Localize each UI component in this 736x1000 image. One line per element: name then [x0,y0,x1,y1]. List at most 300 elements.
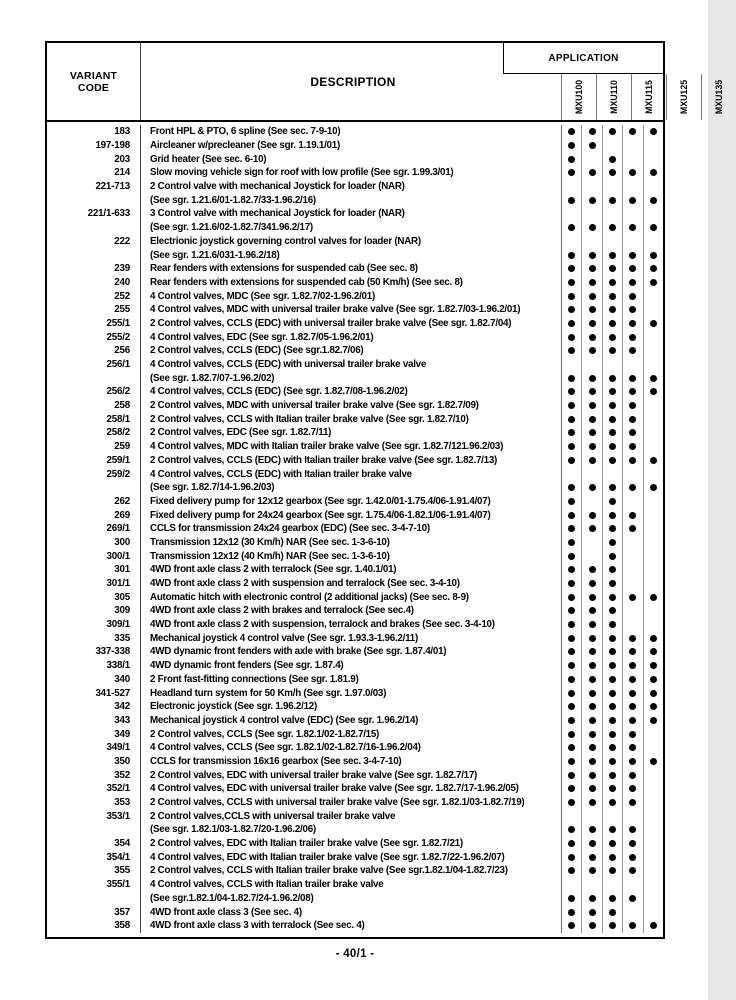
application-dot [568,457,575,464]
description-text: Fixed delivery pump for 24x24 gearbox (See sgr. 1.75.4/06-1.82.1/06-1.91.4/07) [150,509,491,521]
application-cell [561,180,581,194]
application-cell [643,727,663,741]
application-dot [609,690,616,697]
application-dot [609,156,616,163]
variant-code-cell [47,837,141,851]
application-cell [643,276,663,290]
application-cell [622,563,642,577]
application-cell [561,577,581,591]
application-cell [622,755,642,769]
application-cell [602,645,622,659]
description-text: 2 Control valve with mechanical Joystick for loader (NAR) [150,181,405,193]
application-cell [643,618,663,632]
application-cell [602,522,622,536]
application-cell [622,235,642,249]
application-cell [622,467,642,481]
table-row [47,221,663,235]
variant-code-cell [47,207,141,221]
application-dot [629,635,636,642]
table-row [47,645,663,659]
application-cell [581,317,601,331]
description-cell [141,864,561,878]
table-row [47,399,663,413]
description-text: 3 Control valve with mechanical Joystick for loader (NAR) [150,208,405,220]
application-cell [602,700,622,714]
application-cell [581,385,601,399]
description-cell [141,700,561,714]
application-dot [609,785,616,792]
table-row [47,412,663,426]
application-dot [629,525,636,532]
application-dot [589,703,596,710]
description-text: 4 Control valves, CCLS (EDC) (See sgr. 1.82.7/08-1.96.2/02) [150,386,408,398]
application-cell [622,686,642,700]
model-column-label: MXU110 [609,80,620,114]
description-text: 4 Control valves, CCLS with Italian trailer brake valve [150,879,384,891]
application-cell [581,508,601,522]
application-cell [643,262,663,276]
application-cell [643,180,663,194]
application-cell [581,536,601,550]
application-cell [622,412,642,426]
variant-code-cell [47,919,141,933]
variant-code-cell [47,892,141,906]
variant-code-value: 255/2 [106,331,130,343]
application-cell [622,645,642,659]
application-cell [643,385,663,399]
application-cell [643,700,663,714]
table-row [47,262,663,276]
variant-code-cell [47,549,141,563]
application-dot [629,293,636,300]
application-cell [581,864,601,878]
application-cell [602,727,622,741]
table-row [47,755,663,769]
application-dot [650,484,657,491]
application-dot [568,758,575,765]
variant-code-value: 353/1 [106,810,130,822]
description-text: Rear fenders with extensions for suspended cab (See sec. 8) [150,263,418,275]
application-cell [581,235,601,249]
table-row [47,631,663,645]
variant-code-value: 252 [114,290,130,302]
table-row [47,892,663,906]
application-dot [568,498,575,505]
application-cell [581,645,601,659]
application-cell [561,714,581,728]
description-text: 4WD dynamic front fenders with axle with brake (See sgr. 1.87.4/01) [150,646,447,658]
application-cell [561,618,581,632]
application-cell [622,905,642,919]
application-dot [589,224,596,231]
application-dot [568,703,575,710]
application-dot [589,594,596,601]
application-cell [602,152,622,166]
application-cell [581,700,601,714]
application-cell [602,317,622,331]
application-dot [568,347,575,354]
application-cell [561,878,581,892]
application-cell [561,919,581,933]
model-column-label: MXU135 [714,79,725,115]
application-dot [629,265,636,272]
description-text: (See sgr. 1.82.7/14-1.96.2/03) [150,482,275,494]
description-text: 4WD front axle class 2 with suspension and terralock (See sec. 3-4-10) [150,578,460,590]
application-dot [589,580,596,587]
application-dot [629,840,636,847]
description-text: 4 Control valves, MDC with universal trailer brake valve (See sgr. 1.82.7/03-1.96.2/01) [150,304,521,316]
application-dot [629,375,636,382]
application-cell [622,276,642,290]
description-text: 2 Control valves, MDC with universal trailer brake valve (See sgr. 1.82.7/09) [150,400,479,412]
table-row [47,385,663,399]
application-cell [581,152,601,166]
table-body [47,122,663,937]
description-cell [141,248,561,262]
table-row [47,686,663,700]
variant-code-cell [47,248,141,262]
application-cell [622,590,642,604]
application-dot [568,594,575,601]
variant-code-cell [47,481,141,495]
application-cell [602,495,622,509]
application-cell [561,673,581,687]
description-header [141,43,565,120]
description-cell [141,221,561,235]
model-column-label: MXU125 [678,79,689,115]
application-dot [629,197,636,204]
table-row [47,809,663,823]
application-cell [643,837,663,851]
application-dot [609,265,616,272]
application-dot [589,854,596,861]
variant-code-value: 338/1 [106,660,130,672]
application-cell [602,755,622,769]
application-cell [643,426,663,440]
description-text: Electronic joystick (See sgr. 1.96.2/12) [150,701,317,713]
variant-code-value: 309/1 [106,619,130,631]
application-dot [609,224,616,231]
application-dot [609,566,616,573]
variant-code-value: 309 [114,605,130,617]
application-dot [609,909,616,916]
application-cell [561,166,581,180]
application-dot [568,867,575,874]
description-cell [141,481,561,495]
description-cell [141,344,561,358]
application-cell [602,276,622,290]
application-cell [622,221,642,235]
application-cell [622,454,642,468]
description-cell [141,180,561,194]
variant-code-cell [47,700,141,714]
application-dot [568,662,575,669]
application-cell [643,549,663,563]
description-text: Transmission 12x12 (40 Km/h) NAR (See sec. 1-3-6-10) [150,550,390,562]
application-cell [602,905,622,919]
application-cell [643,782,663,796]
application-cell [622,508,642,522]
application-dot [629,128,636,135]
application-dot [568,375,575,382]
application-cell [622,727,642,741]
application-dot [629,279,636,286]
application-cell [622,399,642,413]
application-cell [643,686,663,700]
application-dot [650,758,657,765]
application-cell [602,823,622,837]
variant-code-cell [47,823,141,837]
table-row [47,139,663,153]
description-cell [141,207,561,221]
application-dot [650,252,657,259]
description-cell [141,741,561,755]
application-cell [581,303,601,317]
application-dot [568,731,575,738]
application-cell [622,426,642,440]
application-dot [629,594,636,601]
application-cell [561,207,581,221]
application-cell [643,248,663,262]
application-dot [568,607,575,614]
application-cell [622,344,642,358]
application-cell [643,166,663,180]
application-cell [581,399,601,413]
application-dot [609,457,616,464]
application-dot [568,142,575,149]
description-text: (See sgr. 1.82.1/03-1.82.7/20-1.96.2/06) [150,824,316,836]
variant-code-cell [47,276,141,290]
application-cell [561,727,581,741]
variant-code-cell [47,412,141,426]
variant-code-value: 256/2 [106,386,130,398]
application-cell [561,152,581,166]
application-dot [629,334,636,341]
application-dot [589,635,596,642]
variant-code-value: 337-338 [95,646,130,658]
application-dot [589,402,596,409]
description-cell [141,837,561,851]
description-cell [141,276,561,290]
application-cell [602,837,622,851]
application-dot [568,922,575,929]
description-cell [141,166,561,180]
variant-code-cell [47,782,141,796]
application-cell [622,152,642,166]
application-dot [589,484,596,491]
table-row [47,837,663,851]
description-cell [141,235,561,249]
application-cell [643,330,663,344]
description-text: Grid heater (See sec. 6-10) [150,153,267,165]
application-cell [622,577,642,591]
table-row [47,152,663,166]
variant-code-value: 255/1 [106,317,130,329]
application-dot [568,156,575,163]
variant-code-value: 349/1 [106,742,130,754]
application-cell [561,330,581,344]
application-cell [602,235,622,249]
variant-code-cell [47,289,141,303]
application-dot [589,197,596,204]
application-cell [622,659,642,673]
variant-code-cell [47,467,141,481]
application-cell [643,659,663,673]
application-dot [589,717,596,724]
application-cell [643,919,663,933]
variant-code-cell [47,590,141,604]
application-cell [602,139,622,153]
application-dot [629,690,636,697]
description-cell [141,823,561,837]
application-dot [609,279,616,286]
application-dot [589,909,596,916]
application-cell [561,645,581,659]
application-dot [629,347,636,354]
application-cell [581,330,601,344]
variant-code-value: 256 [114,345,130,357]
application-dot [568,553,575,560]
description-cell [141,755,561,769]
application-cell [622,700,642,714]
application-dot [568,580,575,587]
description-text: CCLS for transmission 24x24 gearbox (EDC) (See sec. 3-4-7-10) [150,523,430,535]
description-cell [141,125,561,139]
description-text: Headland turn system for 50 Km/h (See sgr. 1.97.0/03) [150,687,387,699]
application-cell [602,481,622,495]
table-row [47,248,663,262]
application-cell [561,125,581,139]
application-cell [581,344,601,358]
variant-code-cell [47,864,141,878]
application-dot [589,142,596,149]
application-cell [561,235,581,249]
application-cell [581,549,601,563]
application-cell [622,481,642,495]
variant-code-cell [47,180,141,194]
application-dot [650,265,657,272]
application-cell [561,440,581,454]
description-text: (See sgr. 1.21.6/031-1.96.2/18) [150,249,280,261]
application-cell [602,454,622,468]
application-dot [650,635,657,642]
application-dot [650,717,657,724]
description-cell [141,440,561,454]
application-cell [561,755,581,769]
application-cell [643,577,663,591]
model-column-header [666,74,701,120]
description-cell [141,536,561,550]
variant-code-value: 221-713 [95,181,130,193]
application-cell [643,207,663,221]
application-cell [561,467,581,481]
variant-code-cell [47,221,141,235]
application-dot [568,621,575,628]
application-dot [609,758,616,765]
description-text: Slow moving vehicle sign for roof with low profile (See sgr. 1.99.3/01) [150,167,454,179]
application-cell [561,317,581,331]
application-dot [609,867,616,874]
description-cell [141,467,561,481]
application-cell [643,864,663,878]
variant-code-cell [47,344,141,358]
application-cell [561,809,581,823]
application-dot [629,785,636,792]
application-dot [609,854,616,861]
application-cell [561,358,581,372]
application-cell [643,467,663,481]
application-cell [622,796,642,810]
application-cell [643,878,663,892]
application-dot [609,648,616,655]
application-dot [629,826,636,833]
description-cell [141,289,561,303]
application-cell [561,289,581,303]
application-cell [561,399,581,413]
application-cell [561,276,581,290]
application-cell [643,809,663,823]
application-cell [602,659,622,673]
description-cell [141,262,561,276]
application-dot [568,306,575,313]
application-dot [568,717,575,724]
application-cell [622,823,642,837]
variant-code-header [47,43,141,120]
variant-code-value: 354 [114,838,130,850]
application-dot [629,457,636,464]
application-cell [561,796,581,810]
application-cell [643,303,663,317]
application-dot [650,703,657,710]
application-cell [622,440,642,454]
application-dot [609,607,616,614]
description-text: 2 Control valves, CCLS with Italian trailer brake valve (See sgr.1.82.1/04-1.82.7/23) [150,865,508,877]
application-cell [622,358,642,372]
application-cell [643,631,663,645]
application-cell [622,618,642,632]
application-dot [609,512,616,519]
application-dot [568,128,575,135]
description-cell [141,768,561,782]
variant-code-value: 269/1 [106,523,130,535]
application-dot [568,265,575,272]
application-dot [589,826,596,833]
application-cell [602,618,622,632]
application-dot [589,265,596,272]
application-cell [622,919,642,933]
application-cell [561,782,581,796]
variant-code-value: 354/1 [106,851,130,863]
application-cell [602,850,622,864]
table-row [47,549,663,563]
description-text: 4 Control valves, CCLS (EDC) with universal trailer brake valve [150,359,427,371]
application-dot [609,895,616,902]
application-cell [602,180,622,194]
application-cell [561,549,581,563]
application-cell [581,673,601,687]
variant-code-value: 221/1-633 [87,208,130,220]
model-column-header [701,74,736,120]
table-row [47,577,663,591]
description-text: Transmission 12x12 (30 Km/h) NAR (See sec. 1-3-6-10) [150,536,390,548]
application-dot [589,457,596,464]
application-dot [650,128,657,135]
application-dot [589,785,596,792]
application-cell [602,563,622,577]
application-cell [581,727,601,741]
variant-code-cell [47,755,141,769]
description-text: 4 Control valves, CCLS (See sgr. 1.82.1/02-1.82.7/16-1.96.2/04) [150,742,421,754]
